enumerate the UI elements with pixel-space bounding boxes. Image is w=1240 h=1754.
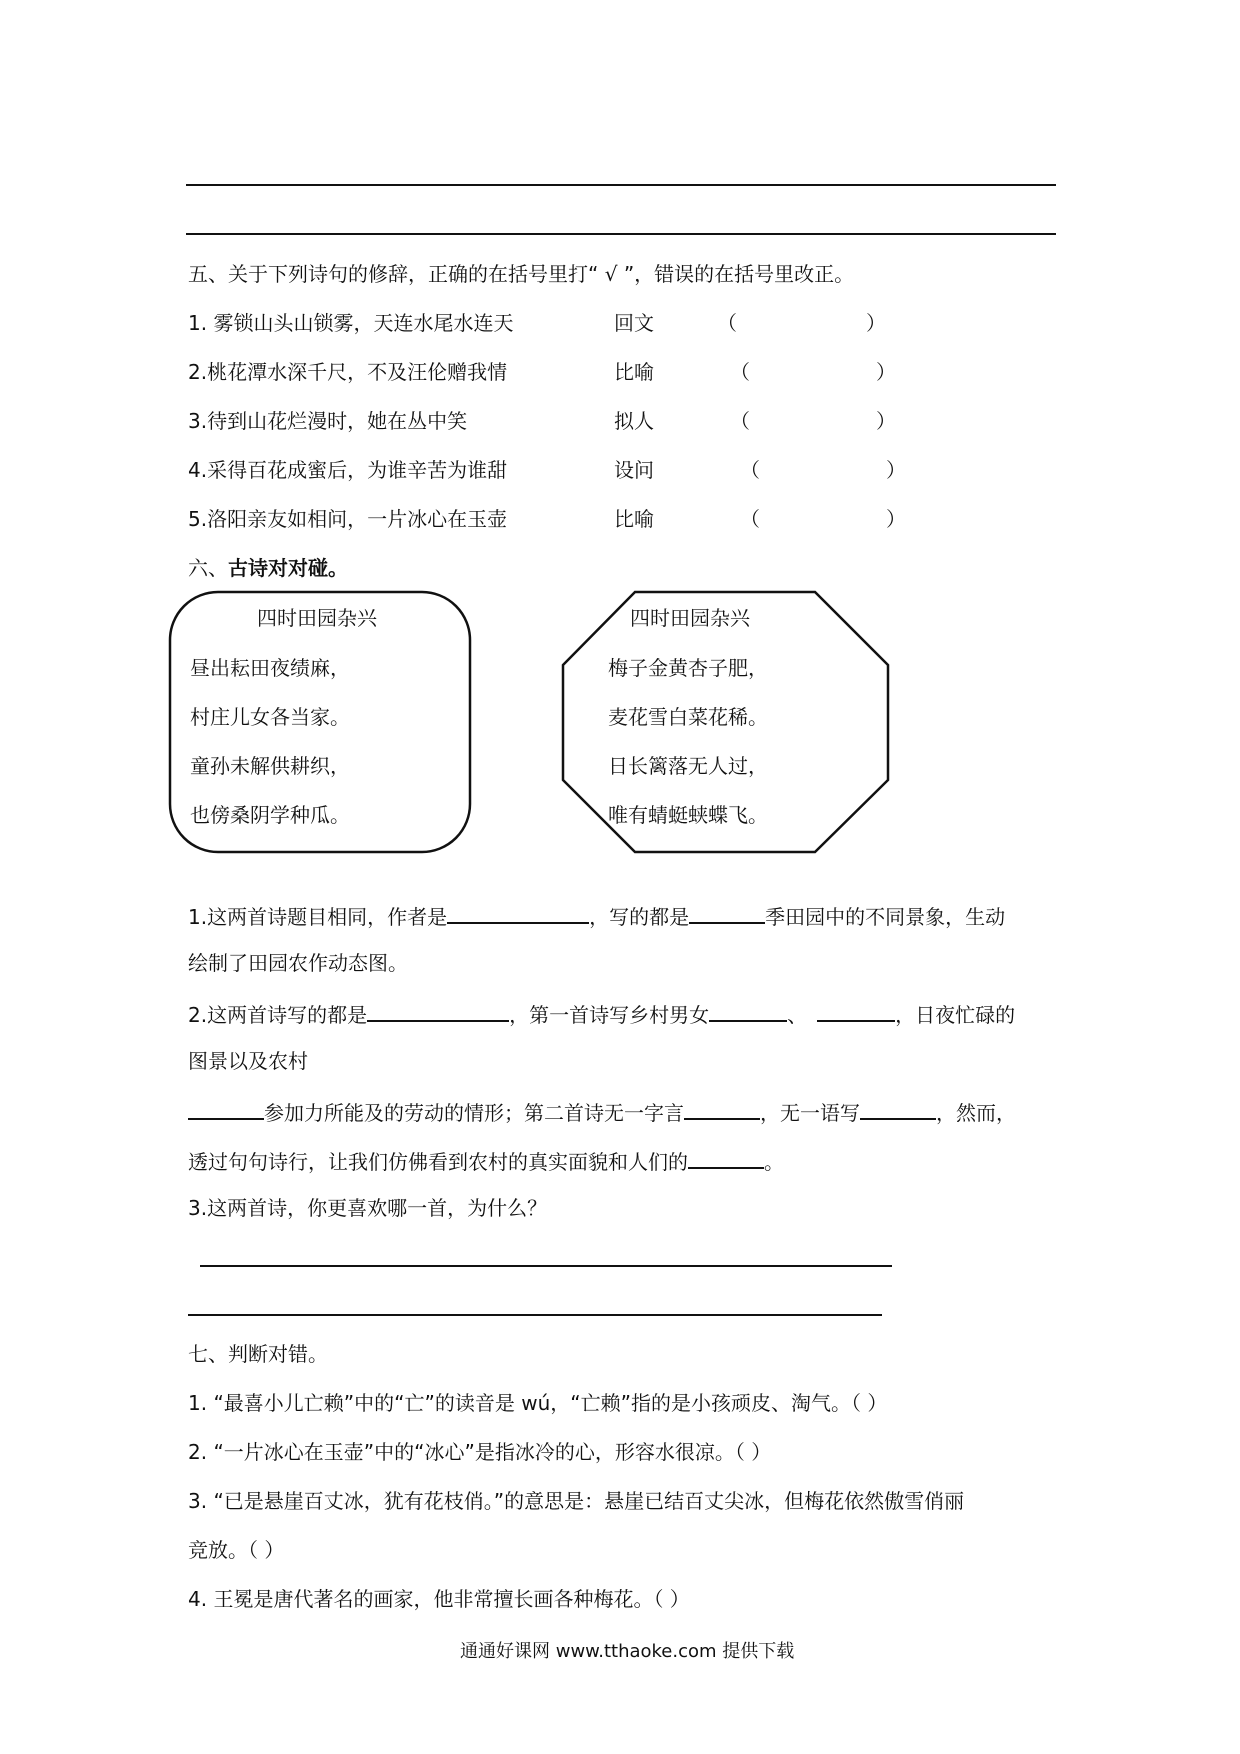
poem-line: 童孙未解供耕织， [190, 754, 350, 778]
answer-blank[interactable] [709, 1000, 787, 1022]
question-line: 图景以及农村 [188, 1049, 308, 1073]
question-line [188, 1098, 1016, 1125]
question-text: 1.这两首诗题目相同，作者是 [188, 905, 448, 929]
question-line [188, 1000, 1015, 1027]
rhetoric-item-device: 拟人 [614, 409, 654, 433]
answer-blank[interactable] [684, 1098, 760, 1120]
rhetoric-item-device: 回文 [614, 311, 654, 335]
answer-paren-close: ） [886, 458, 906, 482]
answer-paren-close: ） [876, 360, 896, 384]
section-title: 古诗对对碰。 [228, 556, 348, 580]
poem-line: 日长篱落无人过， [608, 754, 768, 778]
section-number: 六、 [188, 556, 228, 580]
answer-blank[interactable] [367, 1000, 509, 1022]
answer-blank[interactable] [188, 1098, 264, 1120]
judge-item: 2. “一片冰心在玉壶”中的“冰心”是指冰冷的心，形容水很凉。（ ） [188, 1440, 772, 1464]
judge-item: 4. 王冕是唐代著名的画家，他非常擅长画各种梅花。（ ） [188, 1587, 690, 1611]
rhetoric-item-device: 设问 [614, 458, 654, 482]
poem-line: 昼出耘田夜绩麻， [190, 656, 350, 680]
question-text: ，第一首诗写乡村男女 [509, 1003, 710, 1027]
answer-blank[interactable] [860, 1098, 936, 1120]
judge-item: 3. “已是悬崖百丈冰，犹有花枝俏。”的意思是：悬崖已结百丈尖冰，但梅花依然傲雪俏丽 [188, 1489, 965, 1513]
answer-line[interactable] [188, 1314, 882, 1316]
question-text: 2.这两首诗写的都是 [188, 1003, 368, 1027]
rhetoric-item-text: 5.洛阳亲友如相问，一片冰心在玉壶 [188, 507, 508, 531]
question-line: 3.这两首诗，你更喜欢哪一首，为什么？ [188, 1196, 548, 1220]
answer-blank[interactable] [688, 1147, 764, 1169]
answer-blank[interactable] [447, 902, 589, 924]
question-text: ，无一语写 [760, 1101, 860, 1125]
answer-paren-close: ） [886, 507, 906, 531]
question-text: 季田园中的不同景象，生动 [765, 905, 1006, 929]
poem-line: 梅子金黄杏子肥， [608, 656, 768, 680]
answer-blank[interactable] [689, 902, 765, 924]
question-line [188, 1147, 784, 1174]
answer-paren-open: （ [740, 458, 760, 482]
question-text: 透过句句诗行，让我们仿佛看到农村的真实面貌和人们的 [188, 1150, 688, 1174]
rhetoric-item-text: 2.桃花潭水深千尺，不及汪伦赠我情 [188, 360, 508, 384]
rhetoric-item-text: 4.采得百花成蜜后，为谁辛苦为谁甜 [188, 458, 508, 482]
poem-line: 唯有蜻蜓蛱蝶飞。 [608, 803, 768, 827]
judge-item: 竞放。（ ） [188, 1538, 285, 1562]
question-text: ，然而， [936, 1101, 1016, 1125]
rhetoric-item-device: 比喻 [614, 507, 654, 531]
question-text: 参加力所能及的劳动的情形；第二首诗无一字言 [264, 1101, 684, 1125]
judge-item: 1. “最喜小儿亡赖”中的“亡”的读音是 wú，“亡赖”指的是小孩顽皮、淘气。（ ） [188, 1391, 888, 1415]
question-line [188, 902, 1005, 929]
answer-paren-open: （ [740, 507, 760, 531]
question-text: ，日夜忙碌的 [895, 1003, 1016, 1027]
question-text: 、 [787, 1003, 808, 1027]
question-text: ，写的都是 [589, 905, 690, 929]
answer-blank[interactable] [817, 1000, 895, 1022]
answer-line[interactable] [200, 1265, 892, 1267]
page-footer: 通通好课网 www.tthaoke.com 提供下载 [460, 1641, 795, 1662]
answer-paren-open: （ [730, 360, 750, 384]
answer-paren-close: ） [866, 311, 886, 335]
question-text: 。 [764, 1150, 784, 1174]
section-heading: 五、关于下列诗句的修辞，正确的在括号里打“ √ ”，错误的在括号里改正。 [188, 262, 855, 286]
rhetoric-item-device: 比喻 [614, 360, 654, 384]
rhetoric-item-text: 1. 雾锁山头山锁雾，天连水尾水连天 [188, 311, 514, 335]
answer-paren-open: （ [730, 409, 750, 433]
poem-line: 村庄儿女各当家。 [190, 705, 350, 729]
question-line: 绘制了田园农作动态图。 [188, 951, 408, 975]
section-heading: 七、判断对错。 [188, 1342, 328, 1366]
answer-paren-close: ） [876, 409, 896, 433]
rhetoric-item-text: 3.待到山花烂漫时，她在丛中笑 [188, 409, 468, 433]
poem-line: 麦花雪白菜花稀。 [608, 705, 768, 729]
poem-line: 也傍桑阴学种瓜。 [190, 803, 350, 827]
poem-title: 四时田园杂兴 [257, 606, 377, 630]
answer-paren-open: （ [717, 311, 737, 335]
poem-title: 四时田园杂兴 [630, 606, 750, 630]
